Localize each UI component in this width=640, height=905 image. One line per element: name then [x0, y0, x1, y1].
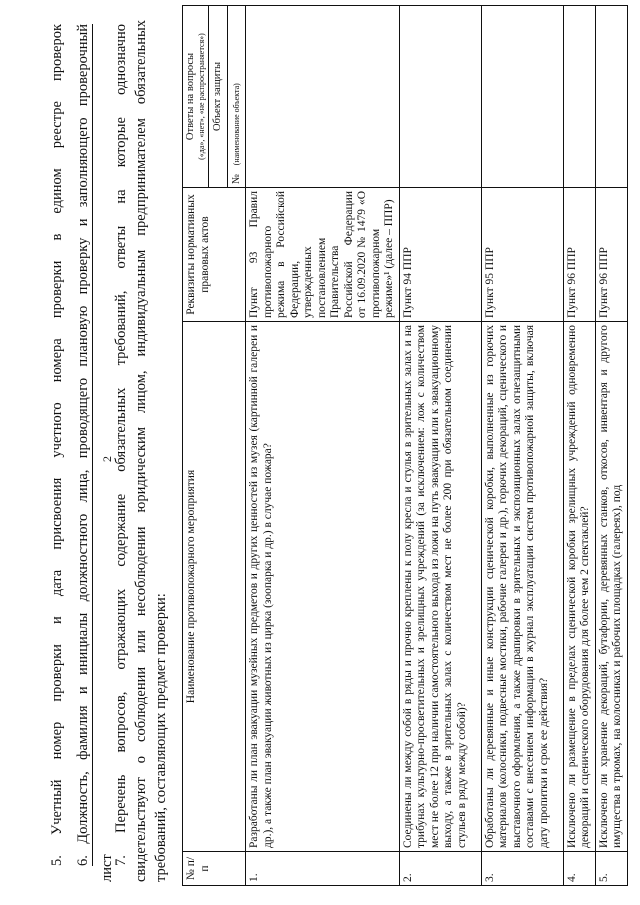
table-row — [246, 6, 400, 886]
table-header-row — [183, 6, 209, 886]
header-object-label: Объект защиты — [212, 61, 223, 132]
table-row — [481, 6, 563, 886]
row-name: Разработаны ли план эвакуации музейных предметов и других ценностей из музея (картинной галереи и др.), а также план эвакуации животных из цирка (зоопарка и др.) в случае пожара? — [246, 322, 400, 852]
header-object-num-label: № — [230, 173, 242, 184]
row-answer-cell[interactable] — [399, 6, 481, 188]
item6-line1: 6. Должность, фамилия и инициалы должностного лица, проводящего плановую проверку и заполняющего проверочный — [75, 24, 91, 866]
header-object-num — [227, 6, 246, 188]
table-row — [399, 6, 481, 886]
row-name: Исключено ли хранение декораций, бутафории, деревянных станков, откосов, инвентаря и другого имущества в трюмах, на колосниках и рабочих площадках (галереях), под — [595, 322, 627, 852]
row-answer-cell[interactable] — [246, 6, 400, 188]
row-requisites: Пункт 96 ППР — [595, 188, 627, 322]
header-answers-sub: («да», «нет», «не распространяется») — [197, 33, 206, 160]
header-answers — [183, 6, 209, 188]
header-name: Наименование противопожарного мероприятия — [183, 322, 246, 852]
checklist-table — [182, 5, 628, 886]
row-num: 4. — [563, 852, 595, 886]
header-num: № п/п — [183, 852, 246, 886]
page-number: 2 — [100, 456, 114, 462]
row-name: Обработаны ли деревянные и иные конструкции сценической коробки, выполненные из горючих материалов (колосники, подвесные мостики, рабочие галереи и др.), горючих декораций, сценического и выставочного оформления, а также драпировки в зрительных и экспозиционных залах огнезащитными составами с внесением информации в журнал эксплуатации систем противопожарной защиты, включая дату пропитки и срок ее действия? — [481, 322, 563, 852]
checklist-table-container — [182, 6, 640, 886]
table-row — [563, 6, 595, 886]
table-row — [595, 6, 627, 886]
item6-line2: лист — [99, 854, 115, 882]
header-object — [209, 6, 228, 188]
item5-line: 5. Учетный номер проверки и дата присвоения учетного номера проверки в едином реестре проверок — [49, 24, 65, 866]
row-num: 3. — [481, 852, 563, 886]
header-object-sub: (наименование объекта) — [231, 83, 241, 166]
row-num: 5. — [595, 852, 627, 886]
header-answers-title: Ответы на вопросы — [185, 52, 196, 141]
item7-line1: 7. Перечень вопросов, отражающих содержание обязательных требований, ответы на которые однозначно — [113, 24, 129, 866]
header-requisites: Реквизиты нормативных правовых актов — [183, 188, 246, 322]
row-num: 1. — [246, 852, 400, 886]
row-requisites: Пункт 95 ППР — [481, 188, 563, 322]
row-answer-cell[interactable] — [481, 6, 563, 188]
row-name: Исключено ли размещение в пределах сценической коробки зрелищных учреждений одновременно декораций и сценического оборудования для более чем 2 спектаклей? — [563, 322, 595, 852]
row-requisites: Пункт 96 ППР — [563, 188, 595, 322]
row-requisites: Пункт 94 ППР — [399, 188, 481, 322]
row-answer-cell[interactable] — [595, 6, 627, 188]
item7-line3: требований, составляющих предмет проверки: — [153, 593, 169, 882]
row-answer-cell[interactable] — [563, 6, 595, 188]
row-name: Соединены ли между собой в ряды и прочно креплены к полу кресла и стулья в зрительных залах и на трибунах культурно-просветительных и зрелищных учреждений (за исключением: лож с количеством мест не более 12 при наличии самостоятельного выхода из ложи на путь эвакуации или к эвакуационному выходу, а также в зрительных залах с количеством мест не более 200 при обязательном соединении стульев в ряду между собой)? — [399, 322, 481, 852]
row-num: 2. — [399, 852, 481, 886]
row-requisites: Пункт 93 Правил противопожарного режима в Российской Федерации, утвержденных постановлением Правительства Российской Федерации от 16.09.2020 № 1479 «О противопожарном режиме»¹ (далее – ППР) — [246, 188, 400, 322]
item7-line2: свидетельствуют о соблюдении или несоблюдении юридическим лицом, индивидуальным предпринимателем обязательных — [133, 20, 149, 882]
